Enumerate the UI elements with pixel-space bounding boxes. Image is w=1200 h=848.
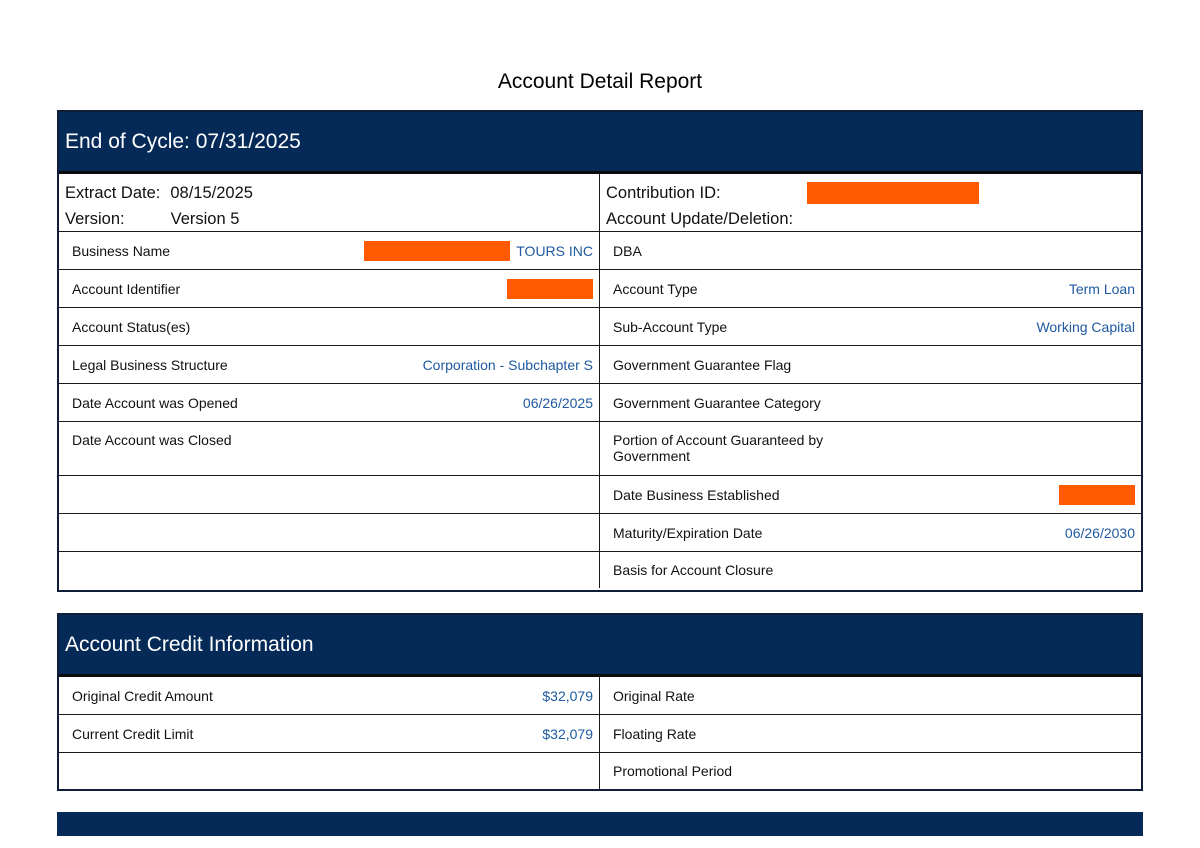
date-closed-cell (59, 422, 600, 475)
account-type-value: Term Loan (1068, 280, 1135, 297)
contribution-info (600, 174, 1141, 231)
table-row (59, 308, 1141, 346)
table-row (59, 270, 1141, 308)
legal-structure-label: Legal Business Structure (72, 356, 228, 373)
table-row (59, 476, 1141, 514)
section-header-title: Account Credit Information (65, 632, 314, 656)
business-name-value (364, 241, 593, 261)
section-header-title: End of Cycle: 07/31/2025 (65, 129, 301, 153)
business-name-text: TOURS INC (516, 242, 593, 259)
dba-cell (600, 232, 1141, 269)
legal-structure-value: Corporation - Subchapter S (422, 356, 593, 373)
extract-date-label: Extract Date: (65, 183, 161, 202)
original-credit-label: Original Credit Amount (72, 687, 213, 704)
account-identifier-label: Account Identifier (72, 280, 181, 297)
version-label: Version: (65, 209, 125, 228)
portion-guaranteed-line-2: Government (613, 448, 691, 464)
account-update-line (606, 206, 1135, 232)
original-rate-cell (600, 677, 1141, 714)
original-credit-cell (59, 677, 600, 714)
basis-closure-cell (600, 552, 1141, 588)
meta-row (59, 174, 1141, 232)
dba-label: DBA (613, 242, 642, 259)
maturity-label: Maturity/Expiration Date (613, 524, 763, 541)
date-established-redaction (1059, 485, 1135, 505)
floating-rate-label: Floating Rate (613, 725, 697, 742)
sub-account-type-label: Sub-Account Type (613, 318, 728, 335)
version-value: Version 5 (170, 209, 240, 228)
version-line (65, 206, 593, 232)
contribution-id-line (606, 180, 1135, 206)
section-header (59, 615, 1141, 677)
table-row (59, 514, 1141, 552)
account-credit-section (57, 613, 1143, 791)
current-limit-label: Current Credit Limit (72, 725, 194, 742)
legal-structure-cell (59, 346, 600, 383)
empty-cell (59, 753, 600, 789)
empty-cell (59, 476, 600, 513)
table-row (59, 346, 1141, 384)
extract-date-line (65, 180, 593, 206)
gov-guarantee-flag-cell (600, 346, 1141, 383)
section-header (59, 112, 1141, 174)
empty-cell (59, 514, 600, 551)
table-row (59, 422, 1141, 476)
date-established-cell (600, 476, 1141, 513)
account-identifier-cell (59, 270, 600, 307)
next-section-header (57, 812, 1143, 836)
gov-guarantee-category-label: Government Guarantee Category (613, 394, 821, 411)
extract-date-value: 08/15/2025 (170, 183, 253, 202)
original-rate-label: Original Rate (613, 687, 695, 704)
portion-guaranteed-cell (600, 422, 1141, 475)
promotional-cell (600, 753, 1141, 789)
date-opened-label: Date Account was Opened (72, 394, 238, 411)
date-opened-value: 06/26/2025 (522, 394, 593, 411)
extract-info (59, 174, 600, 231)
gov-guarantee-flag-label: Government Guarantee Flag (613, 356, 792, 373)
business-name-label: Business Name (72, 242, 171, 259)
maturity-value: 06/26/2030 (1064, 524, 1135, 541)
contribution-id-redaction (807, 182, 979, 204)
table-row (59, 552, 1141, 588)
contribution-id-label: Contribution ID: (606, 183, 721, 202)
gov-guarantee-category-cell (600, 384, 1141, 421)
report-title: Account Detail Report (497, 70, 703, 93)
basis-closure-label: Basis for Account Closure (613, 562, 774, 578)
business-name-redaction (364, 241, 510, 261)
original-credit-value: $32,079 (542, 687, 593, 704)
sub-account-type-cell (600, 308, 1141, 345)
account-status-label: Account Status(es) (72, 318, 191, 335)
maturity-cell (600, 514, 1141, 551)
account-type-cell (600, 270, 1141, 307)
floating-rate-cell (600, 715, 1141, 752)
promotional-label: Promotional Period (613, 763, 733, 779)
account-type-label: Account Type (613, 280, 698, 297)
date-closed-label: Date Account was Closed (72, 432, 232, 448)
current-limit-value: $32,079 (542, 725, 593, 742)
empty-cell (59, 552, 600, 588)
account-update-label: Account Update/Deletion: (606, 209, 794, 228)
business-name-cell (59, 232, 600, 269)
sub-account-type-value: Working Capital (1036, 318, 1135, 335)
account-identifier-redaction (507, 279, 593, 299)
current-limit-cell (59, 715, 600, 752)
table-row (59, 677, 1141, 715)
table-row (59, 753, 1141, 789)
end-of-cycle-section (57, 110, 1143, 592)
date-opened-cell (59, 384, 600, 421)
table-row (59, 384, 1141, 422)
portion-guaranteed-label (613, 432, 823, 464)
table-row (59, 232, 1141, 270)
table-row (59, 715, 1141, 753)
account-status-cell (59, 308, 600, 345)
date-established-label: Date Business Established (613, 486, 780, 503)
portion-guaranteed-line-1: Portion of Account Guaranteed by (613, 432, 824, 448)
